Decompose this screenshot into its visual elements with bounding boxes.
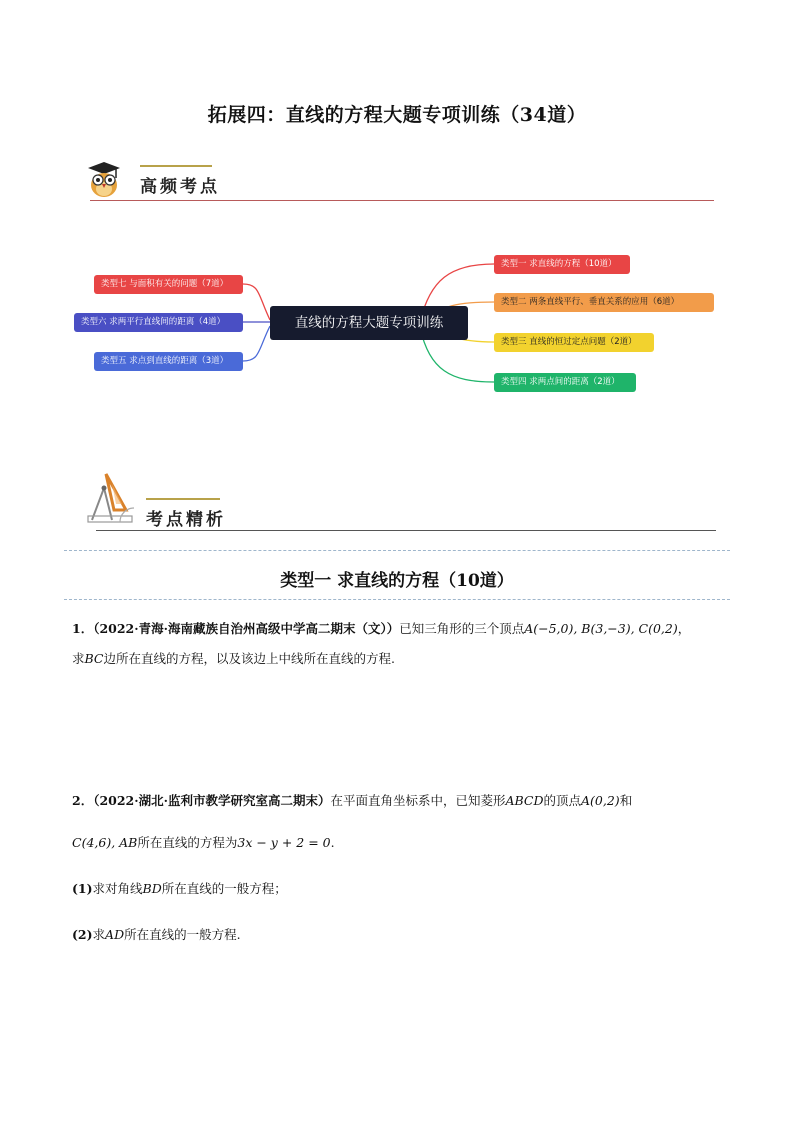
mindmap-node-type4: 类型四 求两点间的距离（2道） [494,373,636,392]
question-2-text-e: . [330,835,335,850]
question-2-point-a: A(0,2) [581,793,620,808]
question-2 [72,790,732,946]
question-1-source: （2022·青海·海南藏族自治州高级中学高二期末（文）） [93,621,400,636]
question-1-text-a: 已知三角形的三个顶点 [399,621,525,636]
page-title: 拓展四：直线的方程大题专项训练（34道） [207,104,587,126]
question-1-text-d: 边所在直线的方程，以及该边上中线所在直线的方程. [103,651,395,666]
ruler-compass-icon [86,470,138,526]
question-2-part-1-text-a: 求对角线 [92,881,143,896]
question-2-part-2 [72,924,732,946]
type1-top-dashed-rule [64,550,730,551]
question-1-text-b: ， [677,621,691,636]
connector-type7 [243,284,270,320]
question-2-point-c: C(4,6), AB [72,835,138,850]
question-2-part-2-text-a: 求 [92,927,106,942]
question-2-part-2-math: AD [105,927,125,942]
mindmap-node-type6: 类型六 求两平行直线间的距离（4道） [74,313,243,332]
question-2-text-a: 在平面直角坐标系中，已知菱形 [330,793,506,808]
question-2-part-1-text-b: 所在直线的一般方程； [161,881,287,896]
question-1-number: 1． [72,621,94,636]
question-1-text-c: 求 [72,651,85,666]
question-1-line-2 [72,648,732,670]
question-2-line-1 [72,790,732,812]
question-1-vertices: A(−5,0), B(3,−3), C(0,2) [524,621,678,636]
connector-type5 [243,326,270,361]
question-2-part-2-number: (2) [72,927,93,942]
mindmap-center-node: 直线的方程大题专项训练 [270,306,468,340]
question-1-line-1 [72,618,732,640]
question-2-part-1 [72,878,732,900]
question-1-edge: BC [84,651,104,666]
question-2-line-eq: 3x − y + 2 = 0 [237,835,331,850]
mindmap-node-type1: 类型一 求直线的方程（10道） [494,255,630,274]
question-2-number: 2． [72,793,94,808]
type1-bottom-dashed-rule [64,599,730,600]
mindmap-node-type5: 类型五 求点到直线的距离（3道） [94,352,243,371]
section2-divider [96,530,716,531]
section2-accent-line [146,498,220,500]
question-2-source: （2022·湖北·监利市教学研究室高二期末） [93,793,331,808]
question-2-line-2 [72,832,732,854]
mindmap-node-type3: 类型三 直线的恒过定点问题（2道） [494,333,654,352]
section2-label: 考点精析 [146,510,226,530]
question-1 [72,618,732,670]
question-2-text-c: 和 [619,793,633,808]
question-2-part-1-number: (1) [72,881,93,896]
section1-label: 高频考点 [140,177,220,197]
question-2-text-d: 所在直线的方程为 [137,835,238,850]
mindmap-node-type2: 类型二 两条直线平行、垂直关系的应用（6道） [494,293,714,312]
question-2-part-2-text-b: 所在直线的一般方程. [124,927,241,942]
type1-heading: 类型一 求直线的方程（10道） [280,571,514,591]
question-2-part-1-math: BD [142,881,162,896]
question-2-text-b: 的顶点 [543,793,582,808]
question-2-rhombus: ABCD [505,793,544,808]
mindmap-node-type7: 类型七 与面积有关的问题（7道） [94,275,243,294]
